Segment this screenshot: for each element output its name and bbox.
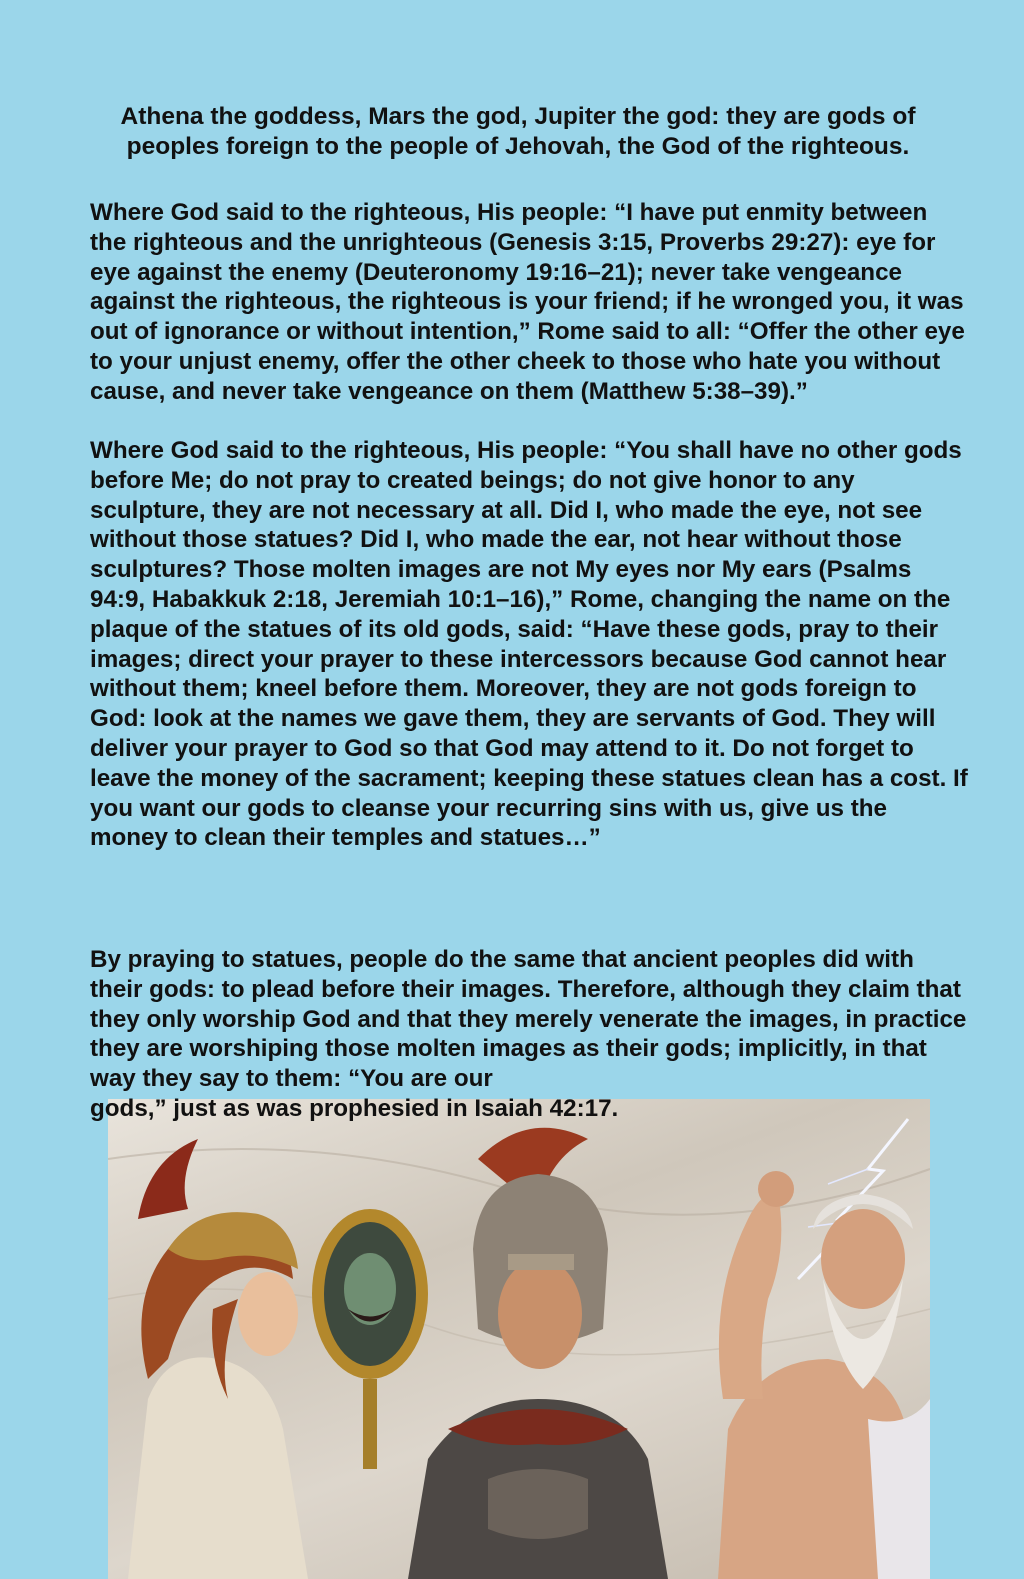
- jupiter-figure: [718, 1171, 930, 1579]
- closing-line: gods,” just as was prophesied in Isaiah 42:17.: [90, 1095, 619, 1122]
- page-heading: Athena the goddess, Mars the god, Jupiter the god: they are gods of peoples foreign to the people of Jehovah, the God of the righteous.: [120, 103, 916, 160]
- paragraph-statues: Where God said to the righteous, His people: “You shall have no other gods before Me; do not pray to created beings; do not give honor to any sculpture, they are not necessary at all. Did I, who made the eye, not see without those statues? Did I, who made the ear, not hear without those sculptures? Those molten images are not My eyes nor My ears (Psalms 94:9, Habakkuk 2:18, Jeremiah 10:1–16),” Rome, changing the name on the plaque of the statues of its old gods, said: “Have these gods, pray to their images; direct your prayer to these intercessors because God cannot hear without them; kneel before them. Moreover, they are not gods foreign to God: look at the names we gave them, they are servants of God. They will deliver your prayer to God so that God may attend to it. Do not forget to leave the money of the sacrament; keeping these statues clean has a cost. If you want our gods to cleanse your recurring sins with us, give us the money to clean their temples and statues…”: [90, 437, 968, 852]
- paragraph-enmity: Where God said to the righteous, His people: “I have put enmity between the righteous and the unrighteous (Genesis 3:15, Proverbs 29:27): eye for eye against the enemy (Deuteronomy 19:16–21); never take vengeance against the righteous, the righteous is your friend; if he wronged you, it was out of ignorance or without intention,” Rome said to all: “Offer the other eye to your unjust enemy, offer the other cheek to those who hate you without cause, and never take vengeance on them (Matthew 5:38–39).”: [90, 199, 965, 405]
- paragraph-praying: By praying to statues, people do the same that ancient peoples did with their gods: to plead before their images. Therefore, although they claim that they only worship God and that they merely venerate the images, in practice they are worshiping those molten images as their gods; implicitly, in that way they say to them: “You are our: [90, 946, 967, 1093]
- gods-illustration-art: [108, 1099, 930, 1579]
- gods-illustration: [108, 1099, 930, 1579]
- mars-figure: [408, 1128, 668, 1579]
- athena-figure: [128, 1139, 308, 1579]
- mirror: [312, 1209, 428, 1469]
